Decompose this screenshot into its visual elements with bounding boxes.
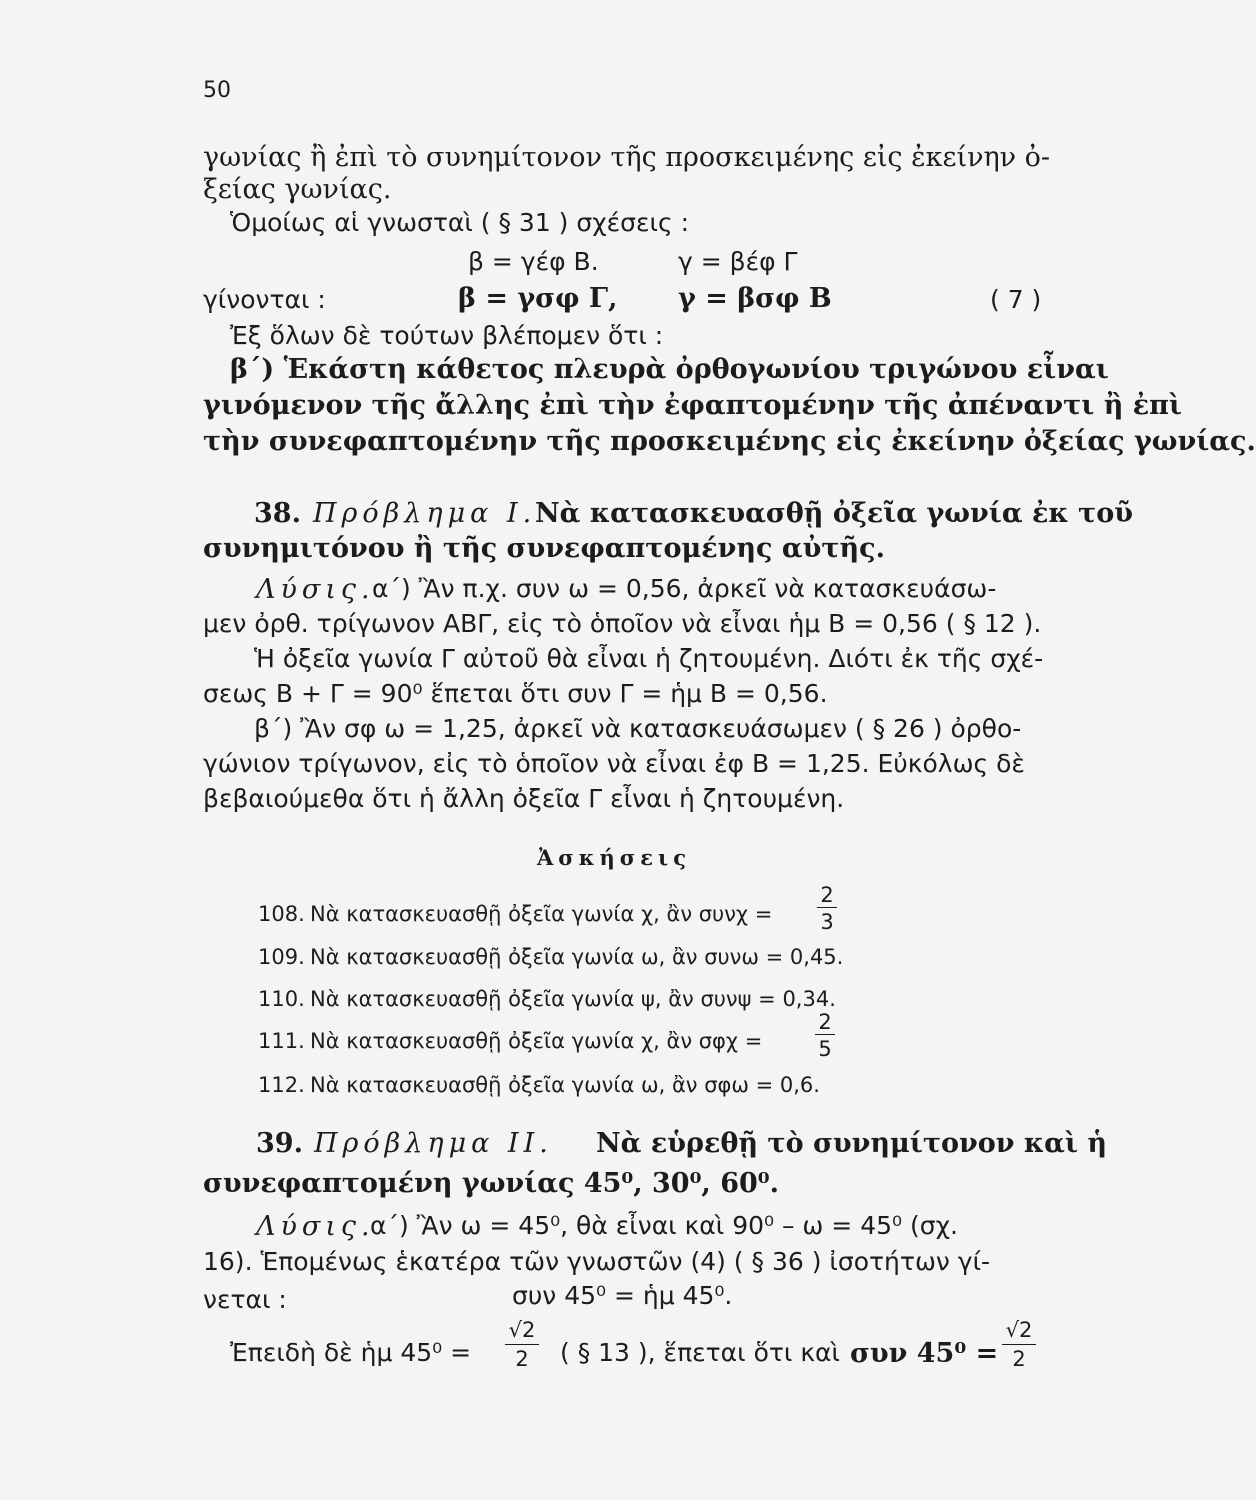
paragraph-line: ξείας γωνίας. <box>203 174 392 205</box>
paragraph-line: Ἐξ ὅλων δὲ τούτων βλέπομεν ὅτι : <box>230 321 664 350</box>
solution-line: 16). Ἑπομένως ἑκατέρα τῶν γνωστῶν (4) ( § 36 ) ἰσοτήτων γί- <box>203 1247 991 1276</box>
exercise-number: 108. <box>258 902 305 926</box>
solution-label-line: νεται : <box>203 1285 287 1314</box>
fraction-denominator: 2 <box>515 1347 529 1371</box>
solution-line: β΄) Ἂν σφ ω = 1,25, ἀρκεῖ νὰ κατασκευάσωμεν ( § 26 ) ὀρθο- <box>254 714 1022 743</box>
problem-title: Νὰ κατασκευασθῇ ὀξεῖα γωνία ἐκ τοῦ <box>535 498 1133 529</box>
exercise-number: 110. <box>258 987 305 1011</box>
solution-label: Λύσις. <box>256 1211 375 1242</box>
paragraph-line: Ὁμοίως αἱ γνωσταὶ ( § 31 ) σχέσεις : <box>230 208 690 237</box>
fraction-bar <box>1002 1344 1036 1345</box>
fraction-bar <box>817 907 837 908</box>
equation-number: ( 7 ) <box>990 285 1042 314</box>
theorem-line: β΄) Ἑκάστη κάθετος πλευρὰ ὀρθογωνίου τριγώνου εἶναι <box>230 354 1109 385</box>
equation-right: γ = βσφ Β <box>678 283 832 314</box>
problem-title: Νὰ εὑρεθῇ τὸ συνημίτονον καὶ ἡ <box>596 1128 1107 1159</box>
exercise-number: 109. <box>258 945 305 969</box>
solution-line: ( § 13 ), ἕπεται ὅτι καὶ <box>560 1338 840 1367</box>
solution-line: α΄) Ἂν π.χ. συν ω = 0,56, ἀρκεῖ νὰ κατασκευάσω- <box>372 574 997 603</box>
solution-line: μεν ὀρθ. τρίγωνον ΑΒΓ, εἰς τὸ ὁποῖον νὰ εἶναι ἡμ Β = 0,56 ( § 12 ). <box>203 609 1042 638</box>
equation-left: β = γέφ Β. <box>468 247 599 276</box>
exercise-text: Νὰ κατασκευασθῇ ὀξεῖα γωνία ω, ἂν συνω = 0,45. <box>310 945 844 969</box>
equation: συν 45⁰ = ἡμ 45⁰. <box>512 1281 733 1310</box>
theorem-line: γινόμενον τῆς ἄλλης ἐπὶ τὴν ἐφαπτομένην τῆς ἀπέναντι ἢ ἐπὶ <box>203 390 1182 421</box>
fraction-numerator: 2 <box>818 1010 832 1034</box>
solution-line: βεβαιούμεθα ὅτι ἡ ἄλλη ὀξεῖα Γ εἶναι ἡ ζητουμένη. <box>203 784 845 813</box>
fraction-numerator: 2 <box>820 883 834 907</box>
become-label: γίνονται : <box>203 285 326 314</box>
fraction-denominator: 2 <box>1012 1347 1026 1371</box>
solution-line: α΄) Ἂν ω = 45⁰, θὰ εἶναι καὶ 90⁰ – ω = 45⁰ (σχ. <box>370 1211 958 1240</box>
solution-line: γώνιον τρίγωνον, εἰς τὸ ὁποῖον νὰ εἶναι ἐφ Β = 1,25. Εὐκόλως δὲ <box>203 749 1025 778</box>
problem-title: συνημιτόνου ἢ τῆς συνεφαπτομένης αὐτῆς. <box>203 533 886 564</box>
exercises-heading: Ἀσκήσεις <box>537 845 691 870</box>
exercise-number: 111. <box>258 1029 305 1053</box>
equation-right: γ = βέφ Γ <box>678 247 798 276</box>
exercise-text: Νὰ κατασκευασθῇ ὀξεῖα γωνία ψ, ἂν συνψ = 0,34. <box>310 987 836 1011</box>
problem-title: συνεφαπτομένη γωνίας 45⁰, 30⁰, 60⁰. <box>203 1168 780 1199</box>
equation-left: β = γσφ Γ, <box>458 283 618 314</box>
solution-line: Ἡ ὀξεῖα γωνία Γ αὐτοῦ θὰ εἶναι ἡ ζητουμένη. Διότι ἐκ τῆς σχέ- <box>254 644 1044 673</box>
exercise-number: 112. <box>258 1073 305 1097</box>
fraction-denominator: 3 <box>820 910 834 934</box>
problem-label: Πρόβλημα ΙΙ. <box>314 1128 553 1159</box>
problem-label: Πρόβλημα Ι. <box>313 498 537 529</box>
equation: συν 45⁰ = <box>850 1338 999 1369</box>
exercise-text: Νὰ κατασκευασθῇ ὀξεῖα γωνία χ, ἂν συνχ = <box>310 902 773 926</box>
fraction-bar <box>815 1034 835 1035</box>
fraction-denominator: 5 <box>818 1037 832 1061</box>
solution-line: σεως Β + Γ = 90⁰ ἕπεται ὅτι συν Γ = ἡμ Β = 0,56. <box>203 679 828 708</box>
fraction-numerator: √2 <box>1005 1318 1033 1342</box>
exercise-text: Νὰ κατασκευασθῇ ὀξεῖα γωνία χ, ἂν σφχ = <box>310 1029 763 1053</box>
solution-label: Λύσις. <box>256 574 375 605</box>
paragraph-line: γωνίας ἢ ἐπὶ τὸ συνημίτονον τῆς προσκειμένης εἰς ἐκείνην ὀ- <box>203 142 1051 173</box>
fraction-numerator: √2 <box>508 1318 536 1342</box>
solution-line: Ἐπειδὴ δὲ ἡμ 45⁰ = <box>230 1338 472 1367</box>
fraction-bar <box>505 1344 539 1345</box>
problem-number: 39. <box>256 1128 303 1159</box>
exercise-text: Νὰ κατασκευασθῇ ὀξεῖα γωνία ω, ἂν σφω = 0,6. <box>310 1073 820 1097</box>
theorem-line: τὴν συνεφαπτομένην τῆς προσκειμένης εἰς ἐκείνην ὀξείας γωνίας. <box>203 426 1256 457</box>
page-number: 50 <box>203 78 231 103</box>
problem-number: 38. <box>254 498 301 529</box>
